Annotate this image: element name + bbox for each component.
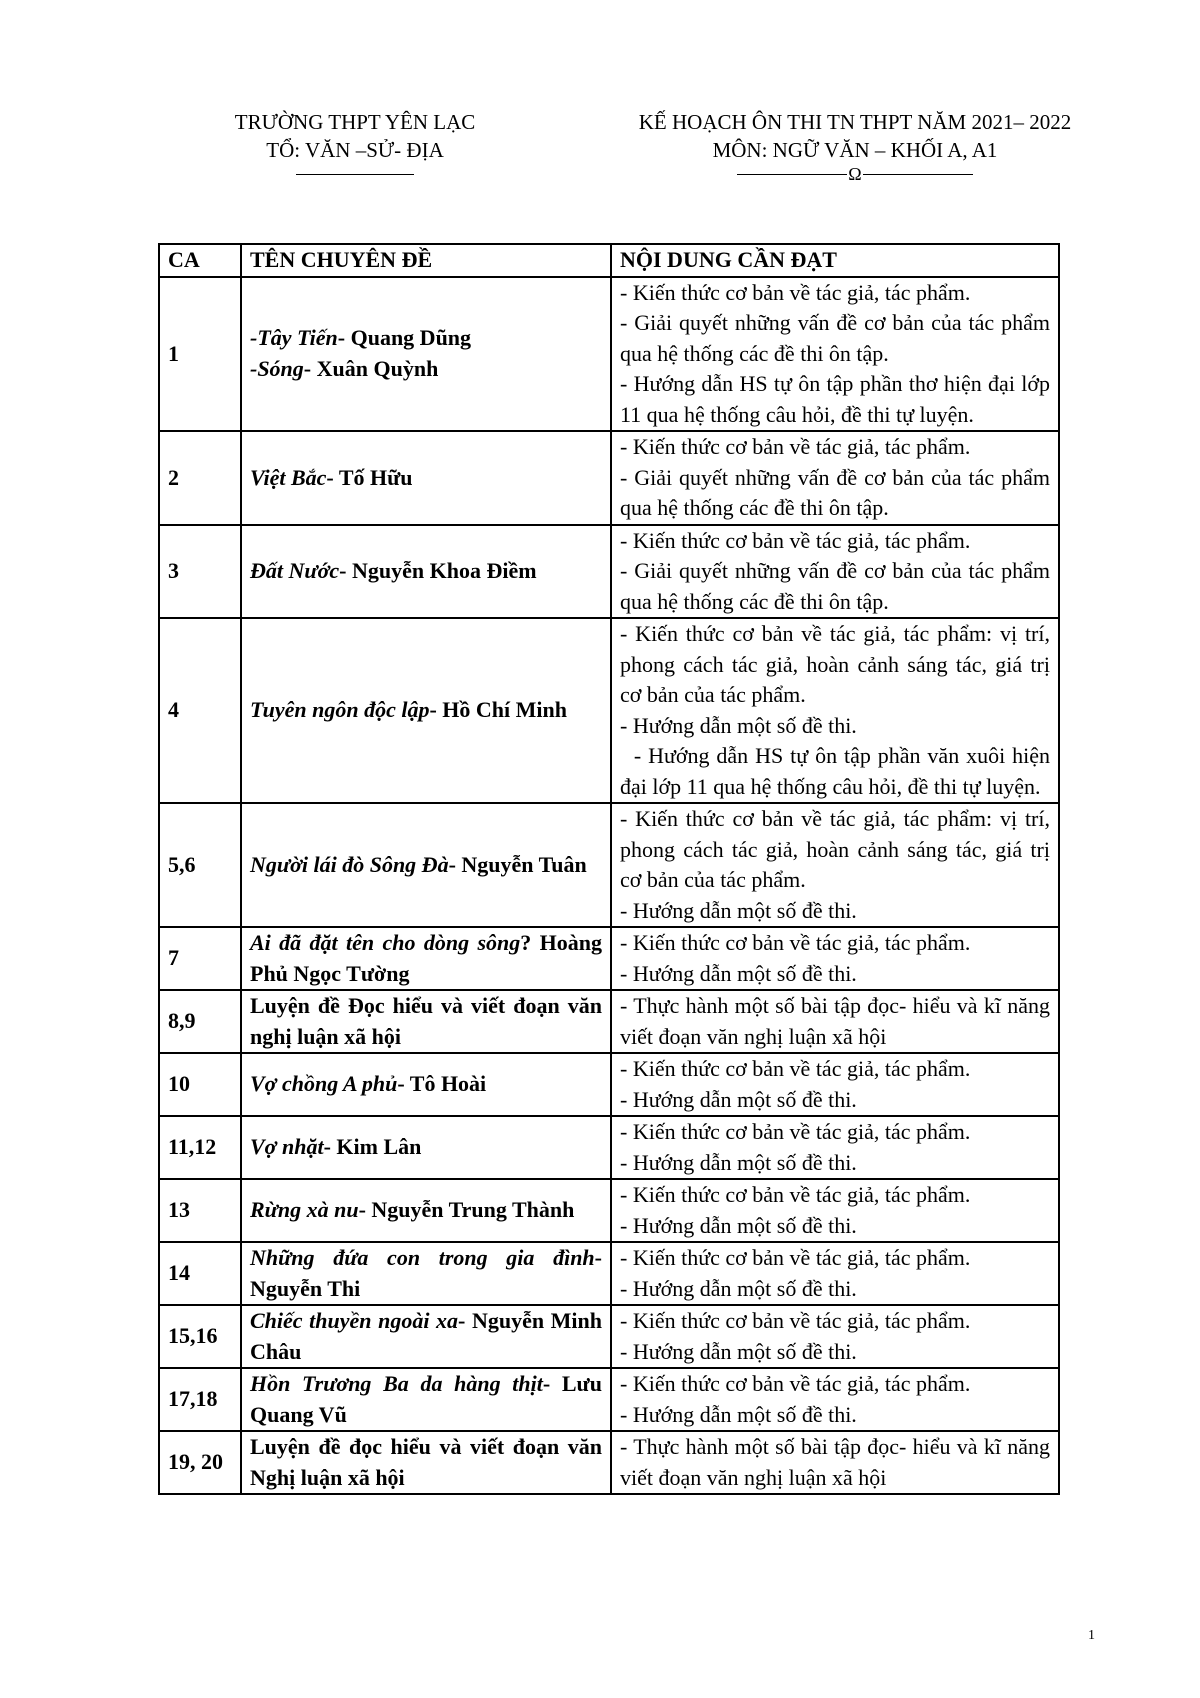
topic-line bbox=[250, 697, 567, 722]
table-row bbox=[159, 1179, 1059, 1242]
header-left bbox=[180, 108, 530, 175]
author-name: Luyện đề Đọc hiểu và viết đoạn văn nghị luận xã hội bbox=[250, 993, 602, 1049]
content-item: - Hướng dẫn một số đề thi. bbox=[620, 1086, 857, 1112]
author-name: - Nguyễn Khoa Điềm bbox=[339, 558, 537, 583]
content-cell bbox=[611, 1431, 1059, 1494]
header-topic: TÊN CHUYÊN ĐỀ bbox=[241, 244, 611, 277]
work-title: Ai đã đặt tên cho dòng sông bbox=[250, 930, 521, 955]
header-right bbox=[590, 108, 1120, 184]
session-number: 4 bbox=[159, 618, 241, 803]
plan-title: KẾ HOẠCH ÔN THI TN THPT NĂM 2021– 2022 bbox=[638, 110, 1072, 134]
table-row bbox=[159, 803, 1059, 927]
content-item: - Kiến thức cơ bản về tác giả, tác phẩm: vị trí, phong cách tác giả, hoàn cảnh sáng tác, giá trị cơ bản của tác phẩm. bbox=[620, 806, 1056, 892]
work-title: Những đứa con trong gia đình bbox=[250, 1245, 595, 1270]
header-content: NỘI DUNG CẦN ĐẠT bbox=[611, 244, 1059, 277]
topic-cell bbox=[241, 927, 611, 990]
content-item: - Hướng dẫn một số đề thi. bbox=[620, 897, 857, 923]
content-cell bbox=[611, 277, 1059, 432]
header-left-separator bbox=[296, 174, 414, 175]
content-item: - Kiến thức cơ bản về tác giả, tác phẩm. bbox=[620, 1245, 971, 1270]
session-number: 19, 20 bbox=[159, 1431, 241, 1494]
topic-cell bbox=[241, 1431, 611, 1494]
session-number: 17,18 bbox=[159, 1368, 241, 1431]
topic-line bbox=[250, 852, 587, 877]
author-name: - Nguyễn Tuân bbox=[448, 851, 587, 877]
author-name: Luyện đề đọc hiểu và viết đoạn văn Nghị luận xã hội bbox=[250, 1434, 602, 1490]
topic-cell bbox=[241, 277, 611, 432]
work-title: Việt Bắc bbox=[250, 464, 327, 490]
content-cell bbox=[611, 525, 1059, 619]
table-row bbox=[159, 525, 1059, 619]
table-row bbox=[159, 990, 1059, 1053]
content-item: - Hướng dẫn một số đề thi. bbox=[620, 1401, 857, 1427]
work-title: Chiếc thuyền ngoài xa bbox=[250, 1308, 459, 1333]
content-cell bbox=[611, 431, 1059, 525]
author-name: - Lưu Quang Vũ bbox=[250, 1371, 602, 1427]
work-title: Hồn Trương Ba da hàng thịt bbox=[250, 1371, 543, 1396]
content-cell bbox=[611, 1116, 1059, 1179]
topic-line bbox=[250, 1071, 486, 1096]
author-name: - Nguyễn Trung Thành bbox=[358, 1197, 575, 1223]
content-cell bbox=[611, 618, 1059, 803]
author-name: - Quang Dũng bbox=[337, 325, 472, 351]
topic-line bbox=[250, 1308, 602, 1364]
author-name: - Tố Hữu bbox=[326, 464, 413, 490]
topic-line bbox=[250, 323, 602, 354]
topic-cell bbox=[241, 1179, 611, 1242]
topic-cell bbox=[241, 618, 611, 803]
author-name: - Nguyễn Minh Châu bbox=[250, 1308, 603, 1364]
content-cell bbox=[611, 1242, 1059, 1305]
table-header-row bbox=[159, 244, 1059, 277]
topic-cell bbox=[241, 1242, 611, 1305]
session-number: 14 bbox=[159, 1242, 241, 1305]
author-name: - Xuân Quỳnh bbox=[303, 355, 439, 381]
session-number: 15,16 bbox=[159, 1305, 241, 1368]
content-cell bbox=[611, 1179, 1059, 1242]
table-row bbox=[159, 1368, 1059, 1431]
study-plan-table bbox=[158, 243, 1060, 1495]
content-item: - Kiến thức cơ bản về tác giả, tác phẩm. bbox=[620, 1056, 971, 1081]
department-name: TỔ: VĂN –SỬ- ĐỊA bbox=[266, 138, 444, 162]
content-item: - Hướng dẫn một số đề thi. bbox=[620, 1275, 857, 1301]
topic-cell bbox=[241, 1116, 611, 1179]
author-name: - Tô Hoài bbox=[397, 1071, 487, 1097]
content-cell bbox=[611, 1368, 1059, 1431]
session-number: 13 bbox=[159, 1179, 241, 1242]
content-item: - Hướng dẫn một số đề thi. bbox=[620, 1338, 857, 1364]
work-title: Đất Nước bbox=[250, 558, 340, 583]
content-item: - Kiến thức cơ bản về tác giả, tác phẩm. bbox=[620, 1182, 971, 1207]
content-cell bbox=[611, 1053, 1059, 1116]
content-item: - Kiến thức cơ bản về tác giả, tác phẩm. bbox=[620, 279, 971, 305]
content-item: - Kiến thức cơ bản về tác giả, tác phẩm. bbox=[620, 1308, 971, 1333]
content-item: - Kiến thức cơ bản về tác giả, tác phẩm. bbox=[620, 930, 971, 955]
content-item: - Kiến thức cơ bản về tác giả, tác phẩm. bbox=[620, 434, 971, 459]
content-item: - Hướng dẫn HS tự ôn tập phần văn xuôi hiện đại lớp 11 qua hệ thống câu hỏi, đề thi tự luyện. bbox=[620, 743, 1056, 799]
content-item: - Thực hành một số bài tập đọc- hiểu và kĩ năng viết đoạn văn nghị luận xã hội bbox=[620, 1434, 1056, 1490]
work-title: Người lái đò Sông Đà bbox=[250, 851, 449, 877]
topic-cell bbox=[241, 990, 611, 1053]
content-item: - Giải quyết những vấn đề cơ bản của tác phẩm qua hệ thống các đề thi ôn tập. bbox=[620, 464, 1056, 520]
content-item: - Kiến thức cơ bản về tác giả, tác phẩm: vị trí, phong cách tác giả, hoàn cảnh sáng tác, giá trị cơ bản của tác phẩm. bbox=[620, 621, 1056, 707]
table-row bbox=[159, 1305, 1059, 1368]
content-item: - Hướng dẫn một số đề thi. bbox=[620, 1149, 857, 1175]
content-cell bbox=[611, 990, 1059, 1053]
content-item: - Giải quyết những vấn đề cơ bản của tác phẩm qua hệ thống các đề thi ôn tập. bbox=[620, 310, 1056, 366]
topic-line bbox=[250, 1434, 602, 1490]
omega-ornament: Ω bbox=[848, 164, 862, 184]
topic-line bbox=[250, 1197, 574, 1222]
page-number: 1 bbox=[1088, 1628, 1095, 1643]
topic-line bbox=[250, 1134, 421, 1159]
topic-line bbox=[250, 1371, 602, 1427]
content-item: - Hướng dẫn HS tự ôn tập phần thơ hiện đại lớp 11 qua hệ thống câu hỏi, đề thi tự luyện. bbox=[620, 371, 1056, 427]
content-item: - Hướng dẫn một số đề thi. bbox=[620, 712, 857, 738]
table-row bbox=[159, 277, 1059, 432]
topic-cell bbox=[241, 803, 611, 927]
table-row bbox=[159, 1431, 1059, 1494]
table-row bbox=[159, 618, 1059, 803]
topic-line bbox=[250, 465, 413, 490]
table-row bbox=[159, 1242, 1059, 1305]
topic-line bbox=[250, 993, 602, 1049]
session-number: 5,6 bbox=[159, 803, 241, 927]
topic-cell bbox=[241, 1368, 611, 1431]
table-row bbox=[159, 1053, 1059, 1116]
session-number: 2 bbox=[159, 431, 241, 525]
content-item: - Kiến thức cơ bản về tác giả, tác phẩm. bbox=[620, 1371, 971, 1396]
table-row bbox=[159, 1116, 1059, 1179]
session-number: 1 bbox=[159, 277, 241, 432]
topic-cell bbox=[241, 525, 611, 619]
content-item: - Thực hành một số bài tập đọc- hiểu và kĩ năng viết đoạn văn nghị luận xã hội bbox=[620, 993, 1056, 1049]
topic-line bbox=[250, 558, 537, 583]
author-name: - Nguyễn Thi bbox=[250, 1245, 602, 1301]
topic-line bbox=[250, 930, 602, 986]
topic-cell bbox=[241, 431, 611, 525]
school-name: TRƯỜNG THPT YÊN LẠC bbox=[234, 110, 476, 134]
author-name: - Hồ Chí Minh bbox=[429, 697, 568, 723]
header-ca: CA bbox=[159, 244, 241, 277]
subject-line: MÔN: NGỮ VĂN – KHỐI A, A1 bbox=[712, 138, 998, 162]
content-item: - Kiến thức cơ bản về tác giả, tác phẩm. bbox=[620, 527, 971, 553]
content-cell bbox=[611, 1305, 1059, 1368]
content-item: - Kiến thức cơ bản về tác giả, tác phẩm. bbox=[620, 1119, 971, 1144]
author-name: ? Hoàng Phủ Ngọc Tường bbox=[250, 930, 602, 986]
session-number: 7 bbox=[159, 927, 241, 990]
topic-line bbox=[250, 354, 602, 385]
work-title: -Sóng bbox=[250, 355, 304, 381]
content-item: - Hướng dẫn một số đề thi. bbox=[620, 960, 857, 986]
session-number: 3 bbox=[159, 525, 241, 619]
author-name: - Kim Lân bbox=[323, 1134, 422, 1160]
topic-cell bbox=[241, 1053, 611, 1116]
work-title: Tuyên ngôn độc lập bbox=[250, 697, 430, 723]
topic-line bbox=[250, 1245, 602, 1301]
content-cell bbox=[611, 927, 1059, 990]
content-item: - Giải quyết những vấn đề cơ bản của tác phẩm qua hệ thống các đề thi ôn tập. bbox=[620, 558, 1056, 614]
table-row bbox=[159, 431, 1059, 525]
header-right-separator bbox=[590, 164, 1120, 184]
content-cell bbox=[611, 803, 1059, 927]
session-number: 10 bbox=[159, 1053, 241, 1116]
session-number: 11,12 bbox=[159, 1116, 241, 1179]
work-title: Vợ chồng A phủ bbox=[250, 1071, 398, 1097]
topic-cell bbox=[241, 1305, 611, 1368]
table-row bbox=[159, 927, 1059, 990]
work-title: Rừng xà nu bbox=[250, 1197, 359, 1223]
work-title: -Tây Tiến bbox=[250, 325, 338, 351]
work-title: Vợ nhặt bbox=[250, 1134, 324, 1160]
content-item: - Hướng dẫn một số đề thi. bbox=[620, 1212, 857, 1238]
session-number: 8,9 bbox=[159, 990, 241, 1053]
